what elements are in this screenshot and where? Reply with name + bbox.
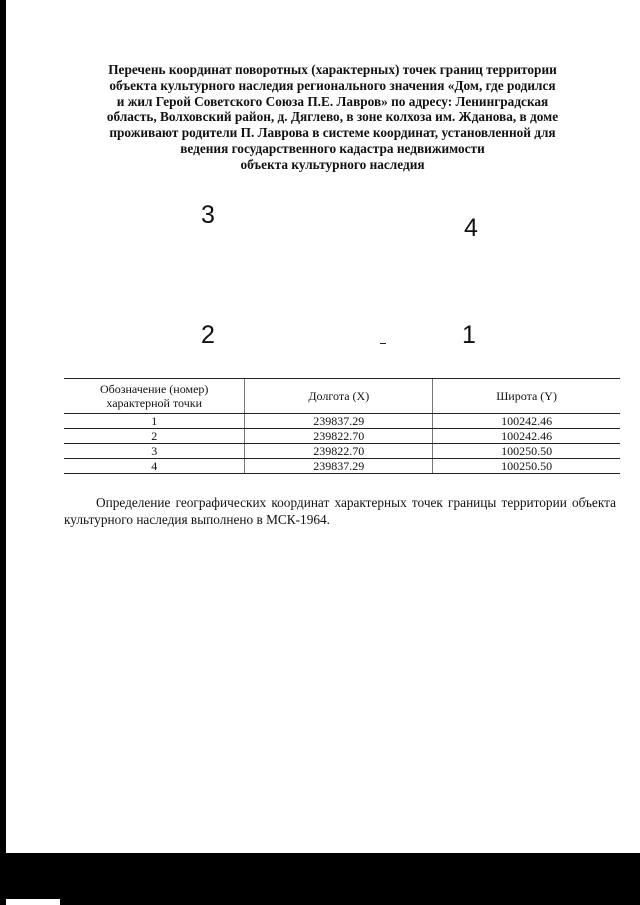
scheme-mark [380,343,386,344]
scan-left-edge [0,0,6,905]
table-row [64,444,620,459]
header-latitude: Широта (Y) [433,379,620,414]
coordinates-table [64,378,620,474]
scheme-point-3: 3 [201,201,215,229]
title-line: Перечень координат поворотных (характерных) точек границ территории [108,62,557,77]
title-line: объекта культурного наследия [240,156,425,172]
cell-point-number: 2 [64,429,245,444]
cell-longitude: 239822.70 [245,429,433,444]
header-longitude: Долгота (X) [245,379,433,414]
scheme-point-4: 4 [464,214,478,242]
scan-bottom-gap [6,899,60,905]
cell-longitude: 239837.29 [245,459,433,474]
title-line: проживают родители П. Лаврова в системе координат, установленной для [109,125,556,141]
cell-point-number: 3 [64,444,245,459]
cell-point-number: 4 [64,459,245,474]
scheme-point-2: 2 [201,321,215,349]
cell-latitude: 100250.50 [433,459,620,474]
header-point-number: Обозначение (номер) характерной точки [64,379,245,414]
cell-latitude: 100242.46 [433,429,620,444]
cell-latitude: 100250.50 [433,444,620,459]
title-line: объекта культурного наследия регионального значения «Дом, где родился [109,77,556,93]
document-title [60,62,605,173]
scan-bottom-edge [0,853,640,905]
table-row [64,414,620,429]
coordinate-system-note: Определение географических координат характерных точек границы территории объекта культурного наследия выполнено в МСК-1964. [64,495,616,527]
cell-longitude: 239822.70 [245,444,433,459]
title-line: ведения государственного кадастра недвижимости [180,140,485,156]
title-line: область, Волховский район, д. Дяглево, в зоне колхоза им. Жданова, в доме [106,109,559,125]
table-header-row [64,379,620,414]
cell-point-number: 1 [64,414,245,429]
title-line: и жил Герой Советского Союза П.Е. Лавров» по адресу: Ленинградская [116,93,549,109]
cell-longitude: 239837.29 [245,414,433,429]
table-row [64,459,620,474]
table-row [64,429,620,444]
scheme-point-1: 1 [462,321,476,349]
cell-latitude: 100242.46 [433,414,620,429]
